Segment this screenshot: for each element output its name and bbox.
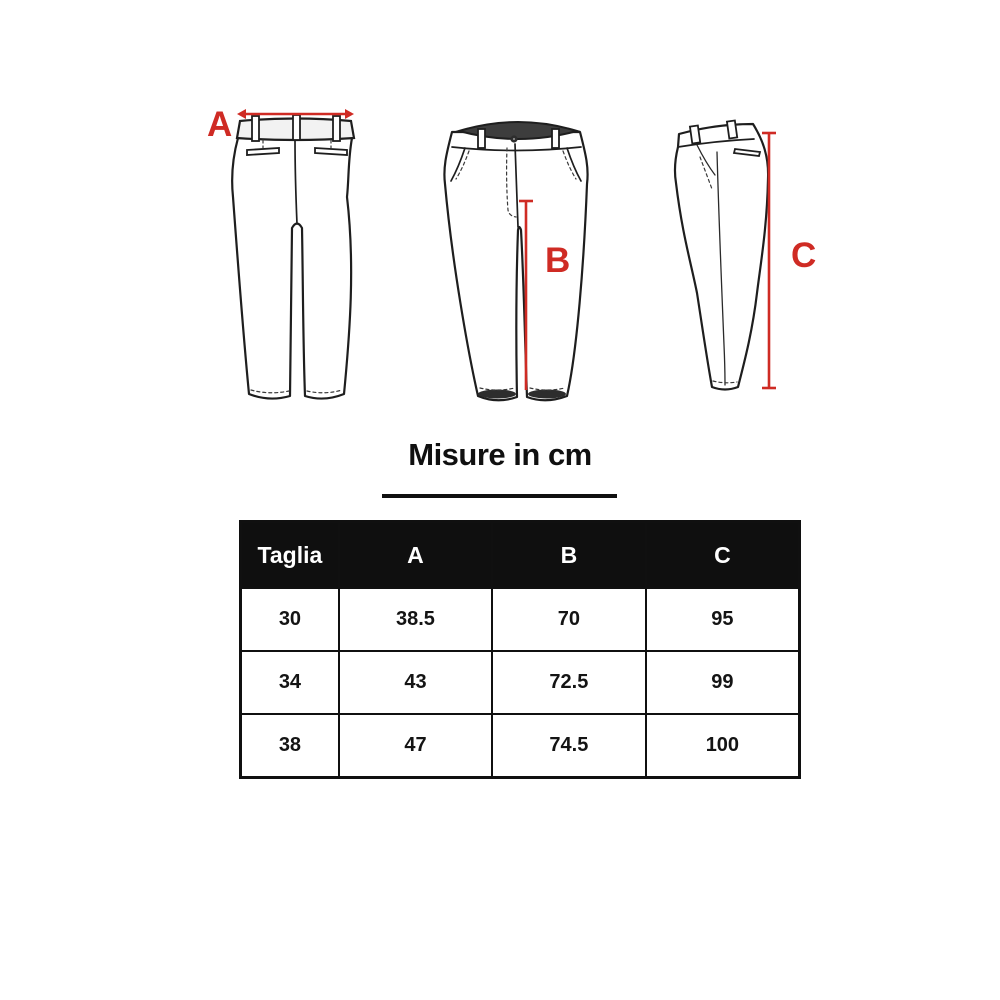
cell-taglia: 34 xyxy=(241,651,339,714)
waist-button-center xyxy=(513,138,515,140)
size-table-header-row xyxy=(241,522,800,589)
back-welt-pocket-left xyxy=(247,148,279,155)
cell-a: 38.5 xyxy=(339,588,492,651)
measure-label-a: A xyxy=(207,105,233,144)
belt-loop xyxy=(552,129,559,148)
header-a: A xyxy=(339,522,492,589)
belt-loop xyxy=(727,121,737,139)
arrow-head-right xyxy=(345,109,354,119)
measure-label-b: B xyxy=(545,241,571,280)
cell-b: 74.5 xyxy=(492,714,646,778)
pants-back-outline xyxy=(232,138,352,399)
size-table xyxy=(239,520,801,779)
header-taglia: Taglia xyxy=(241,522,339,589)
hem-shadow-right xyxy=(528,390,566,399)
pants-side-view-illustration xyxy=(655,95,830,410)
cell-taglia: 30 xyxy=(241,588,339,651)
header-c: C xyxy=(646,522,800,589)
pants-back-view-illustration xyxy=(205,100,375,410)
hem-shadow-left xyxy=(478,390,516,399)
pants-side-outline xyxy=(675,124,768,390)
arrow-head-left xyxy=(237,109,246,119)
outseam-measure-c xyxy=(762,133,816,388)
back-welt-pocket-right xyxy=(315,148,347,155)
cell-c: 100 xyxy=(646,714,800,778)
pants-front-view-illustration xyxy=(440,100,615,405)
cell-b: 72.5 xyxy=(492,651,646,714)
belt-loop xyxy=(293,115,300,140)
cell-a: 43 xyxy=(339,651,492,714)
cell-c: 99 xyxy=(646,651,800,714)
title-underline xyxy=(382,494,617,498)
belt-loop xyxy=(252,116,259,141)
table-row xyxy=(241,714,800,778)
table-row xyxy=(241,588,800,651)
pants-back-drawing xyxy=(232,115,354,399)
cell-a: 47 xyxy=(339,714,492,778)
cell-taglia: 38 xyxy=(241,714,339,778)
belt-loop xyxy=(478,129,485,148)
measure-label-c: C xyxy=(791,236,817,275)
belt-loop xyxy=(690,126,700,144)
belt-loop xyxy=(333,116,340,141)
cell-b: 70 xyxy=(492,588,646,651)
pants-side-drawing xyxy=(675,121,768,390)
header-b: B xyxy=(492,522,646,589)
table-row xyxy=(241,651,800,714)
section-title: Misure in cm xyxy=(408,437,592,472)
cell-c: 95 xyxy=(646,588,800,651)
